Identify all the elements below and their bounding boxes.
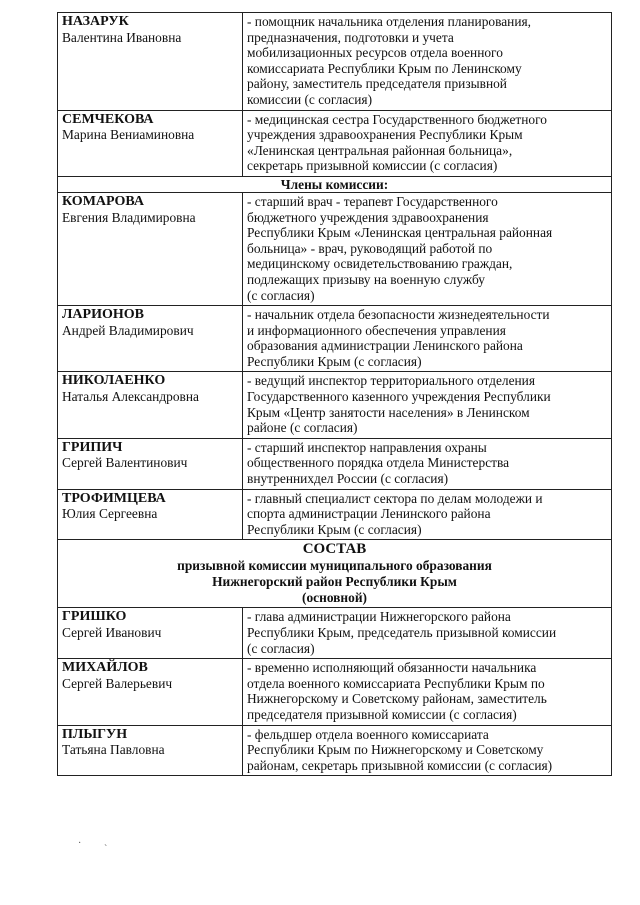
position-line: - временно исполняющий обязанности начальника bbox=[247, 660, 537, 676]
position-line: «Ленинская центральная районная больница», bbox=[247, 142, 513, 158]
members-section-label: Члены комиссии: bbox=[58, 176, 612, 192]
member-name-cell bbox=[58, 438, 243, 489]
position-line: спорта администрации Ленинского района bbox=[247, 506, 491, 522]
member-position-cell bbox=[243, 725, 612, 776]
composition-subtitle-line: Нижнегорский район Республики Крым bbox=[212, 574, 457, 590]
member-row bbox=[58, 725, 612, 776]
member-given-names: Сергей Валерьевич bbox=[62, 675, 173, 691]
commission-table bbox=[57, 12, 612, 776]
position-line: внутреннихдел России (с согласия) bbox=[247, 471, 449, 487]
position-line: - начальник отдела безопасности жизнедеятельности bbox=[247, 307, 550, 323]
member-row bbox=[58, 13, 612, 111]
position-line: и информационного обеспечения управления bbox=[247, 322, 506, 338]
member-position-cell bbox=[243, 13, 612, 111]
member-name-cell bbox=[58, 659, 243, 725]
member-name-cell bbox=[58, 306, 243, 372]
member-name-cell bbox=[58, 192, 243, 305]
member-given-names: Наталья Александровна bbox=[62, 389, 199, 405]
position-line: Республики Крым, председатель призывной комиссии bbox=[247, 625, 557, 640]
member-position-cell bbox=[243, 192, 612, 305]
member-surname: НАЗАРУК bbox=[62, 14, 129, 29]
member-surname: СЕМЧЕКОВА bbox=[62, 111, 154, 127]
member-row bbox=[58, 489, 612, 540]
member-position-cell bbox=[243, 372, 612, 438]
member-row bbox=[58, 438, 612, 489]
position-line: - медицинская сестра Государственного бюджетного bbox=[247, 111, 547, 127]
member-name-cell bbox=[58, 608, 243, 659]
position-line: председателя призывной комиссии (с согласия) bbox=[247, 706, 517, 722]
scan-mark-dot: · bbox=[78, 838, 82, 849]
position-line: комиссии (с согласия) bbox=[247, 91, 373, 107]
member-name-cell bbox=[58, 13, 243, 111]
member-surname: ГРИШКО bbox=[62, 609, 127, 625]
position-line: Республики Крым (с согласия) bbox=[247, 353, 422, 369]
position-line: районе (с согласия) bbox=[247, 420, 358, 436]
member-surname: ПЛЫГУН bbox=[62, 726, 128, 742]
position-line: (с согласия) bbox=[247, 640, 315, 656]
scan-mark-dot: ` bbox=[104, 844, 108, 855]
composition-heading bbox=[58, 540, 612, 608]
member-given-names: Евгения Владимировна bbox=[62, 209, 196, 225]
member-name-cell bbox=[58, 372, 243, 438]
member-given-names: Марина Вениаминовна bbox=[62, 127, 195, 143]
position-line: предназначения, подготовки и учета bbox=[247, 29, 454, 45]
member-surname: ЛАРИОНОВ bbox=[62, 307, 144, 323]
position-line: району, заместитель председателя призывной bbox=[247, 76, 507, 92]
member-position-cell bbox=[243, 438, 612, 489]
member-row bbox=[58, 372, 612, 438]
position-line: секретарь призывной комиссии (с согласия) bbox=[247, 158, 498, 174]
position-line: - главный специалист сектора по делам молодежи и bbox=[247, 490, 543, 506]
position-line: - глава администрации Нижнегорского района bbox=[247, 609, 511, 625]
composition-subtitle-line: (основной) bbox=[302, 590, 367, 606]
member-surname: ГРИПИЧ bbox=[62, 439, 123, 455]
member-given-names: Валентина Ивановна bbox=[62, 29, 182, 45]
position-line: мобилизационных ресурсов отдела военного bbox=[247, 45, 503, 61]
member-surname: КОМАРОВА bbox=[62, 193, 144, 209]
member-row bbox=[58, 110, 612, 176]
position-line: бюджетного учреждения здравоохранения bbox=[247, 209, 489, 225]
composition-title: СОСТАВ bbox=[302, 541, 367, 558]
position-line: Крым «Центр занятости населения» в Ленинском bbox=[247, 404, 530, 420]
position-line: больница» - врач, руководящий работой по bbox=[247, 240, 493, 256]
position-line: медицинскому освидетельствованию граждан, bbox=[247, 256, 513, 272]
member-row bbox=[58, 608, 612, 659]
member-name-cell bbox=[58, 110, 243, 176]
member-given-names: Сергей Валентинович bbox=[62, 455, 188, 471]
member-name-cell bbox=[58, 489, 243, 540]
member-position-cell bbox=[243, 306, 612, 372]
position-line: - фельдшер отдела военного комиссариата bbox=[247, 726, 489, 742]
position-line: - старший врач - терапевт Государственного bbox=[247, 193, 498, 209]
member-position-cell bbox=[243, 489, 612, 540]
member-position-cell bbox=[243, 659, 612, 725]
member-row bbox=[58, 192, 612, 305]
commission-document bbox=[57, 12, 612, 776]
position-line: подлежащих призыву на военную службу bbox=[247, 271, 485, 287]
member-name-cell bbox=[58, 725, 243, 776]
member-surname: ТРОФИМЦЕВА bbox=[62, 490, 166, 506]
position-line: Нижнегорскому и Советскому районам, заместитель bbox=[247, 691, 547, 707]
member-given-names: Татьяна Павловна bbox=[62, 742, 165, 758]
composition-subtitle-line: призывной комиссии муниципального образования bbox=[177, 558, 492, 574]
member-row bbox=[58, 306, 612, 372]
position-line: учреждения здравоохранения Республики Крым bbox=[247, 127, 523, 143]
member-position-cell bbox=[243, 110, 612, 176]
position-line: Республики Крым по Нижнегорскому и Советскому bbox=[247, 742, 544, 758]
member-given-names: Андрей Владимирович bbox=[62, 322, 194, 338]
position-line: - помощник начальника отделения планирования, bbox=[247, 14, 532, 29]
members-section-row bbox=[58, 176, 612, 192]
position-line: Республики Крым (с согласия) bbox=[247, 521, 422, 537]
composition-heading-row bbox=[58, 540, 612, 608]
position-line: комиссариата Республики Крым по Ленинскому bbox=[247, 60, 522, 76]
position-line: - старший инспектор направления охраны bbox=[247, 439, 487, 455]
position-line: отдела военного комиссариата Республики Крым по bbox=[247, 675, 545, 691]
position-line: общественного порядка отдела Министерства bbox=[247, 455, 510, 471]
member-row bbox=[58, 659, 612, 725]
member-position-cell bbox=[243, 608, 612, 659]
member-given-names: Юлия Сергеевна bbox=[62, 506, 158, 522]
member-given-names: Сергей Иванович bbox=[62, 625, 162, 640]
position-line: - ведущий инспектор территориального отделения bbox=[247, 373, 536, 389]
position-line: районам, секретарь призывной комиссии (с согласия) bbox=[247, 757, 553, 773]
position-line: Государственного казенного учреждения Республики bbox=[247, 389, 551, 405]
position-line: (с согласия) bbox=[247, 287, 315, 303]
member-surname: МИХАЙЛОВ bbox=[62, 660, 148, 676]
position-line: образования администрации Ленинского района bbox=[247, 338, 523, 354]
position-line: Республики Крым «Ленинская центральная районная bbox=[247, 225, 553, 241]
member-surname: НИКОЛАЕНКО bbox=[62, 373, 166, 389]
commission-table-body bbox=[58, 13, 612, 776]
